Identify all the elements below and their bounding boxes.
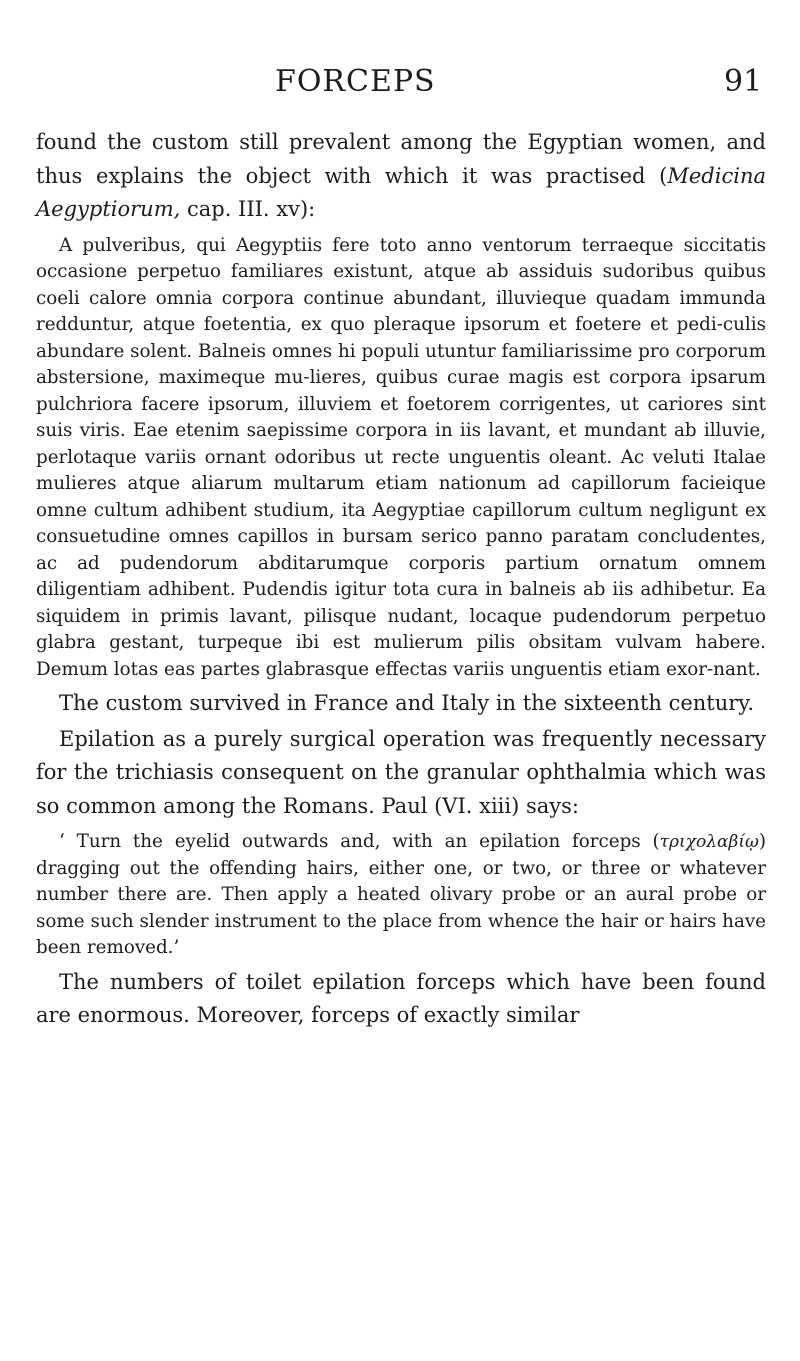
- paragraph-epilation: Epilation as a purely surgical operation was frequently necessary for the trichiasis consequent on the granular ophthalmia which was so common among the Romans. Paul (VI. xiii) says:: [36, 726, 766, 818]
- page-number: 91: [724, 64, 763, 99]
- paul-quotation: [36, 829, 766, 962]
- paragraph-custom-survived: The custom survived in France and Italy in the sixteenth century.: [59, 691, 755, 715]
- intro-text-end: cap. III. xv):: [180, 197, 316, 221]
- paragraph-toilet-forceps: The numbers of toilet epilation forceps which have been found are enormous. Moreover, forceps of exactly similar: [36, 969, 766, 1027]
- work-title: Medicina Aegyptiorum,: [36, 163, 766, 221]
- intro-text-start: found the custom still prevalent among the Egyptian women, and thus explains the object with which it was practised (: [36, 130, 766, 188]
- paragraph-intro: [36, 126, 766, 227]
- paul-quote-end: ) dragging out the offending hairs, either one, or two, or three or whatever number there are. Then apply a heated olivary probe or an aural probe or some such slender instrument to the place from whence the hair or hairs have been removed.’: [36, 831, 766, 958]
- latin-quotation: A pulveribus, qui Aegyptiis fere toto anno ventorum terraeque siccitatis occasione perpetuo familiares existunt, atque ab assiduis sudoribus quibus coeli calore omnia corpora continue abundant, illuvieque quadam immunda redduntur, atque foetentia, ex quo pleraque ipsorum et foetere et pedi-culis abundare solent. Balneis omnes hi populi utuntur familiarissime pro corporum abstersione, maximeque mu-lieres, quibus curae magis est corpora ipsarum pulchriora facere ipsorum, illuviem et foetorem corrigentes, ut cariores sint suis viris. Eae etenim saepissime corpora in iis lavant, et mundant ab illuvie, perlotaque variis ornant odoribus ut recte unguentis oleant. Ac veluti Italae mulieres atque aliarum multarum etiam nationum ad capillorum facieique omne cultum adhibent studium, ita Aegyptiae capillorum cultum negligunt ex consuetudine omnes capillos in bursam serico panno paratam concludentes, ac ad pudendorum abditarumque corporis partium ornatum omnem diligentiam adhibent. Pudendis igitur tota cura in balneis ab iis adhibetur. Ea siquidem in primis lavant, pilisque nudant, locaque pudendorum perpetuo glabra gestant, turpeque ibi est mulierum pilis obsitam vulvam habere. Demum lotas eas partes glabrasque effectas variis unguentis etiam exor-nant.: [36, 234, 766, 680]
- body-text: [36, 126, 766, 1033]
- running-head: FORCEPS: [275, 64, 436, 99]
- page-header: [0, 64, 800, 104]
- greek-term: τριχολαβίῳ: [659, 832, 759, 852]
- paul-quote-start: ‘ Turn the eyelid outwards and, with an epilation forceps (: [59, 831, 660, 852]
